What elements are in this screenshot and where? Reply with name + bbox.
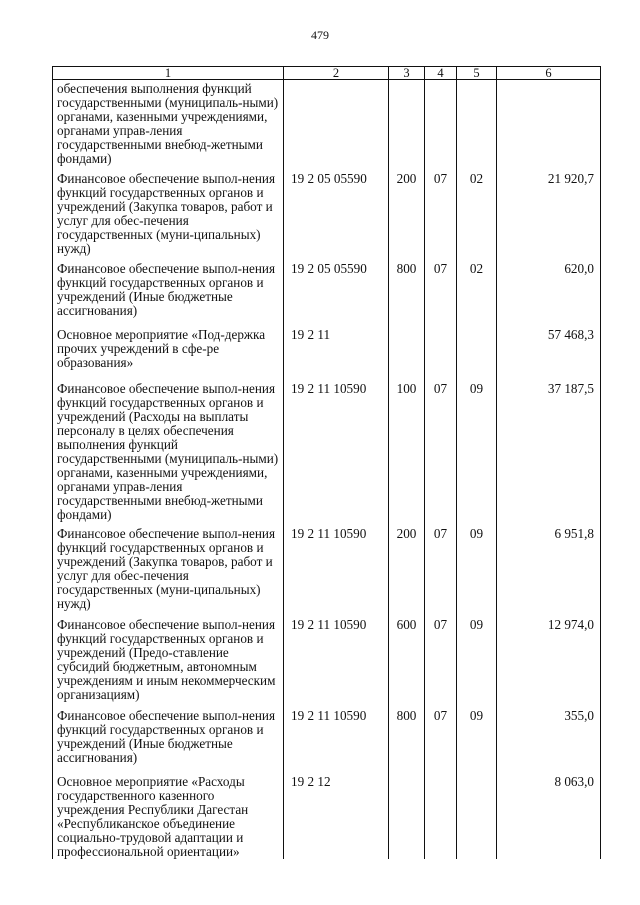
row-amount	[497, 170, 601, 260]
table-header	[53, 67, 601, 80]
header-row	[53, 67, 601, 80]
row-amount-text: 12 974,0	[547, 617, 594, 632]
row-code	[284, 170, 389, 260]
row-col-3	[389, 616, 425, 707]
row-code-text: 19 2 11	[291, 327, 331, 342]
header-col-3: 3	[389, 67, 425, 80]
row-col-5	[457, 773, 497, 859]
row-col-3-text: 100	[396, 381, 417, 396]
row-col-4-text: 07	[433, 171, 448, 186]
table-row	[53, 380, 601, 525]
row-col-5-text	[457, 326, 496, 328]
row-col-3	[389, 170, 425, 260]
row-description-text: Финансовое обеспечение выпол-нения функций государственных органов и учреждений (Закупка товаров, работ и услуг для обес-печения государственных (муни-ципальных) нужд)	[57, 526, 276, 611]
row-code	[284, 80, 389, 171]
table-row	[53, 773, 601, 859]
row-code-text: 19 2 11 10590	[291, 526, 367, 541]
row-col-5	[457, 170, 497, 260]
table-row	[53, 525, 601, 616]
row-col-5-text: 09	[469, 708, 484, 723]
row-col-5	[457, 616, 497, 707]
row-col-5-text	[457, 773, 496, 775]
row-code-text: 19 2 05 05590	[291, 171, 367, 186]
header-col-1: 1	[53, 67, 284, 80]
row-amount	[497, 707, 601, 773]
row-amount	[497, 525, 601, 616]
table-row	[53, 707, 601, 773]
row-description-text: Основное мероприятие «Под-держка прочих учреждений в сфе-ре образования»	[57, 327, 266, 370]
table-row	[53, 170, 601, 260]
table-body	[53, 80, 601, 860]
row-col-3	[389, 326, 425, 380]
row-col-3	[389, 707, 425, 773]
row-col-4	[425, 707, 457, 773]
row-amount	[497, 380, 601, 525]
row-col-5-text: 02	[469, 261, 484, 276]
row-col-4-text: 07	[433, 526, 448, 541]
row-description	[53, 616, 284, 707]
row-col-3	[389, 260, 425, 326]
row-code-text: 19 2 11 10590	[291, 708, 367, 723]
row-code	[284, 326, 389, 380]
row-description-text: Финансовое обеспечение выпол-нения функций государственных органов и учреждений (Иные бюджетные ассигнования)	[57, 708, 276, 765]
row-col-5-text: 02	[469, 171, 484, 186]
row-description	[53, 326, 284, 380]
row-description	[53, 773, 284, 859]
row-col-4-text	[425, 773, 456, 775]
row-amount-text: 620,0	[564, 261, 594, 276]
header-col-4: 4	[425, 67, 457, 80]
row-description-text: Финансовое обеспечение выпол-нения функций государственных органов и учреждений (Расходы на выплаты персоналу в целях обеспечения выполнения функций государственными (муниципаль-ными) органами, казенными учреждениями, органами управ-ления государственными внебюд-жетными фондами)	[57, 381, 279, 522]
header-col-6: 6	[497, 67, 601, 80]
header-col-2: 2	[284, 67, 389, 80]
row-col-3	[389, 380, 425, 525]
row-col-5-text	[457, 80, 496, 82]
row-amount-text: 37 187,5	[547, 381, 594, 396]
row-amount-text: 6 951,8	[554, 526, 594, 541]
row-code	[284, 260, 389, 326]
row-code	[284, 707, 389, 773]
row-description-text: обеспечения выполнения функций государственными (муниципаль-ными) органами, казенными учреждениями, органами управ-ления государственными внебюд-жетными фондами)	[57, 81, 279, 166]
row-amount	[497, 616, 601, 707]
row-code-text: 19 2 11 10590	[291, 381, 367, 396]
row-col-3-text: 200	[396, 526, 417, 541]
table-row	[53, 326, 601, 380]
row-description-text: Основное мероприятие «Расходы государственного казенного учреждения Республики Дагестан «Республиканское объединение социально-трудовой адаптации и профессиональной ориентации»	[57, 774, 249, 859]
row-col-3-text: 200	[396, 171, 417, 186]
row-col-3-text: 800	[396, 261, 417, 276]
row-col-4-text: 07	[433, 381, 448, 396]
row-col-3-text	[389, 80, 424, 82]
row-col-5-text: 09	[469, 617, 484, 632]
budget-table	[52, 66, 601, 859]
row-code-text: 19 2 12	[291, 774, 331, 789]
row-amount	[497, 326, 601, 380]
row-amount-text: 57 468,3	[547, 327, 594, 342]
budget-table-container	[52, 66, 600, 859]
row-description	[53, 170, 284, 260]
row-amount-text	[497, 80, 594, 82]
row-col-5	[457, 80, 497, 171]
row-col-4	[425, 326, 457, 380]
row-col-3-text: 800	[396, 708, 417, 723]
page-number: 479	[311, 28, 329, 42]
row-amount	[497, 773, 601, 859]
row-col-5	[457, 525, 497, 616]
row-col-3	[389, 80, 425, 171]
row-col-5	[457, 707, 497, 773]
row-amount-text: 8 063,0	[554, 774, 594, 789]
row-col-4	[425, 525, 457, 616]
row-col-3	[389, 525, 425, 616]
row-col-3	[389, 773, 425, 859]
row-amount	[497, 80, 601, 171]
row-col-4-text: 07	[433, 708, 448, 723]
row-col-4	[425, 80, 457, 171]
row-code	[284, 380, 389, 525]
row-amount-text: 21 920,7	[547, 171, 594, 186]
row-col-5	[457, 380, 497, 525]
row-description-text: Финансовое обеспечение выпол-нения функций государственных органов и учреждений (Иные бюджетные ассигнования)	[57, 261, 276, 318]
row-col-4-text: 07	[433, 617, 448, 632]
row-code-text	[291, 80, 388, 82]
row-code	[284, 773, 389, 859]
header-col-5: 5	[457, 67, 497, 80]
row-code	[284, 525, 389, 616]
table-row	[53, 616, 601, 707]
row-col-5	[457, 260, 497, 326]
row-col-4-text: 07	[433, 261, 448, 276]
row-amount-text: 355,0	[564, 708, 594, 723]
row-description-text: Финансовое обеспечение выпол-нения функций государственных органов и учреждений (Предо-ставление субсидий бюджетным, автономным учреждениям и иным некоммерческим организациям)	[57, 617, 276, 702]
row-col-5-text: 09	[469, 381, 484, 396]
row-col-5-text: 09	[469, 526, 484, 541]
table-row	[53, 80, 601, 171]
row-col-4-text	[425, 326, 456, 328]
row-code	[284, 616, 389, 707]
row-col-4	[425, 260, 457, 326]
row-col-4-text	[425, 80, 456, 82]
row-col-3-text: 600	[396, 617, 417, 632]
row-description	[53, 707, 284, 773]
row-description	[53, 380, 284, 525]
row-description	[53, 525, 284, 616]
row-code-text: 19 2 05 05590	[291, 261, 367, 276]
row-description	[53, 260, 284, 326]
row-col-4	[425, 616, 457, 707]
row-code-text: 19 2 11 10590	[291, 617, 367, 632]
row-description	[53, 80, 284, 171]
row-col-4	[425, 170, 457, 260]
row-col-5	[457, 326, 497, 380]
row-col-4	[425, 380, 457, 525]
row-description-text: Финансовое обеспечение выпол-нения функций государственных органов и учреждений (Закупка товаров, работ и услуг для обес-печения государственных (муни-ципальных) нужд)	[57, 171, 276, 256]
row-amount	[497, 260, 601, 326]
row-col-3-text	[389, 326, 424, 328]
row-col-4	[425, 773, 457, 859]
row-col-3-text	[389, 773, 424, 775]
table-row	[53, 260, 601, 326]
